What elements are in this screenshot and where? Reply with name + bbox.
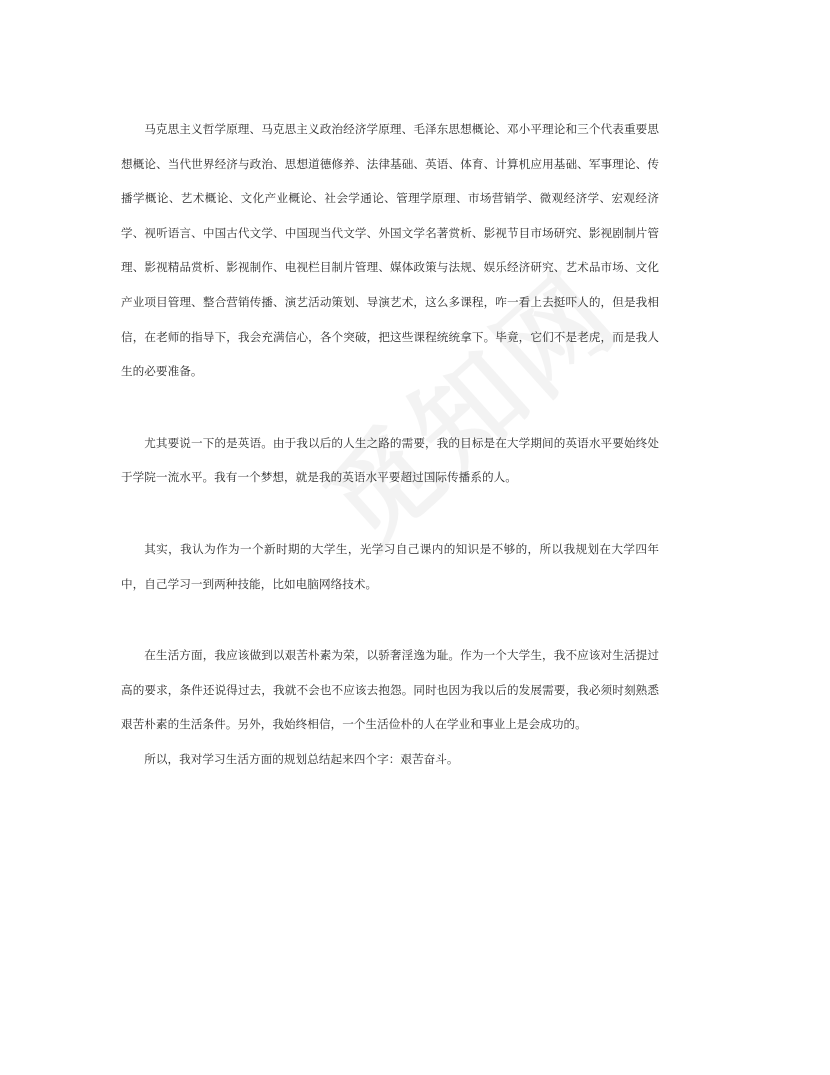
paragraph-skills: 其实，我认为作为一个新时期的大学生，光学习自己课内的知识是不够的，所以我规划在大学四年中，自己学习一到两种技能，比如电脑网络技术。: [121, 541, 659, 591]
document-body: [121, 112, 659, 814]
paragraph-courses: 马克思主义哲学原理、马克思主义政治经济学原理、毛泽东思想概论、邓小平理论和三个代表重要思想概论、当代世界经济与政治、思想道德修养、法律基础、英语、体育、计算机应用基础、军事理论、传播学概论、艺术概论、文化产业概论、社会学通论、管理学原理、市场营销学、微观经济学、宏观经济学、视听语言、中国古代文学、中国现当代文学、外国文学名著赏析、影视节目市场研究、影视剧制片管理、影视精品赏析、影视制作、电视栏目制片管理、媒体政策与法规、娱乐经济研究、艺术品市场、文化产业项目管理、整合营销传播、演艺活动策划、导演艺术，这么多课程，咋一看上去挺吓人的，但是我相信，在老师的指导下，我会充满信心，各个突破，把这些课程统统拿下。毕竟，它们不是老虎，而是我人生的必要准备。: [121, 122, 659, 379]
paragraph-life: 在生活方面，我应该做到以艰苦朴素为荣，以骄奢淫逸为耻。作为一个大学生，我不应该对生活提过高的要求，条件还说得过去，我就不会也不应该去抱怨。同时也因为我以后的发展需要，我必须时刻熟悉艰苦朴素的生活条件。另外，我始终相信，一个生活俭朴的人在学业和事业上是会成功的。: [121, 648, 659, 732]
paragraph-summary: 所以，我对学习生活方面的规划总结起来四个字：艰苦奋斗。: [144, 751, 459, 766]
paragraph-english: 尤其要说一下的是英语。由于我以后的人生之路的需要，我的目标是在大学期间的英语水平要始终处于学院一流水平。我有一个梦想，就是我的英语水平要超过国际传播系的人。: [121, 435, 659, 485]
